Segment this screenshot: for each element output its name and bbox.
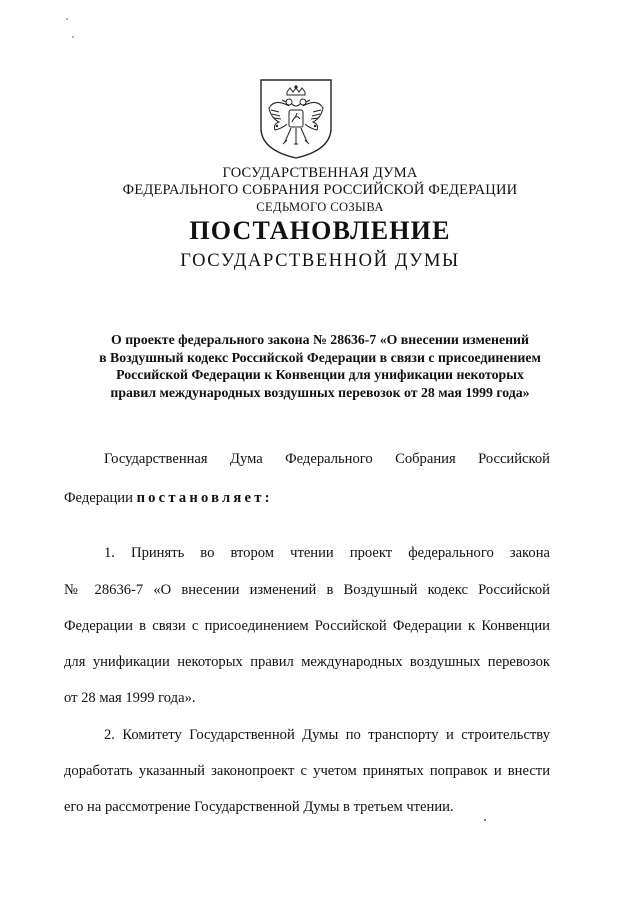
item-2-line: доработать указанный законопроект с учетом принятых поправок и внести — [64, 763, 550, 779]
organization-parent: ФЕДЕРАЛЬНОГО СОБРАНИЯ РОССИЙСКОЙ ФЕДЕРАЦИИ — [122, 182, 518, 198]
subject-line: Российской Федерации к Конвенции для унификации некоторых — [116, 367, 524, 382]
preamble-line — [64, 490, 550, 507]
subject-line: в Воздушный кодекс Российской Федерации в связи с присоединением — [99, 349, 541, 365]
item-1-line: Федерации в связи с присоединением Российской Федерации к Конвенции — [64, 618, 550, 634]
russian-coat-of-arms-icon — [259, 78, 333, 160]
convocation: СЕДЬМОГО СОЗЫВА — [256, 200, 384, 214]
document-issuer: ГОСУДАРСТВЕННОЙ ДУМЫ — [180, 251, 460, 271]
item-2-line: его на рассмотрение Государственной Думы в третьем чтении. — [64, 799, 454, 815]
item-1-line: № 28636-7 «О внесении изменений в Воздушный кодекс Российской — [64, 582, 550, 598]
document-type-title: ПОСТАНОВЛЕНИЕ — [189, 216, 451, 245]
document-subject — [60, 331, 580, 401]
preamble-line: Государственная Дума Федерального Собрания Российской — [104, 451, 550, 467]
subject-line: О проекте федерального закона № 28636-7 «О внесении изменений — [111, 332, 529, 347]
resolves-keyword: постановляет: — [136, 490, 273, 506]
scan-speck — [66, 18, 68, 20]
item-2-line: 2. Комитету Государственной Думы по транспорту и строительству — [104, 727, 550, 743]
scan-speck — [484, 819, 486, 821]
scan-speck — [72, 36, 74, 38]
item-1-line: для унификации некоторых правил международных воздушных перевозок — [64, 654, 550, 670]
preamble-text: Федерации — [64, 490, 137, 506]
item-1-line: от 28 мая 1999 года». — [64, 690, 196, 706]
item-1-line: 1. Принять во втором чтении проект федерального закона — [104, 545, 550, 561]
subject-line: правил международных воздушных перевозок от 28 мая 1999 года» — [110, 384, 530, 400]
organization-name: ГОСУДАРСТВЕННАЯ ДУМА — [222, 165, 418, 181]
